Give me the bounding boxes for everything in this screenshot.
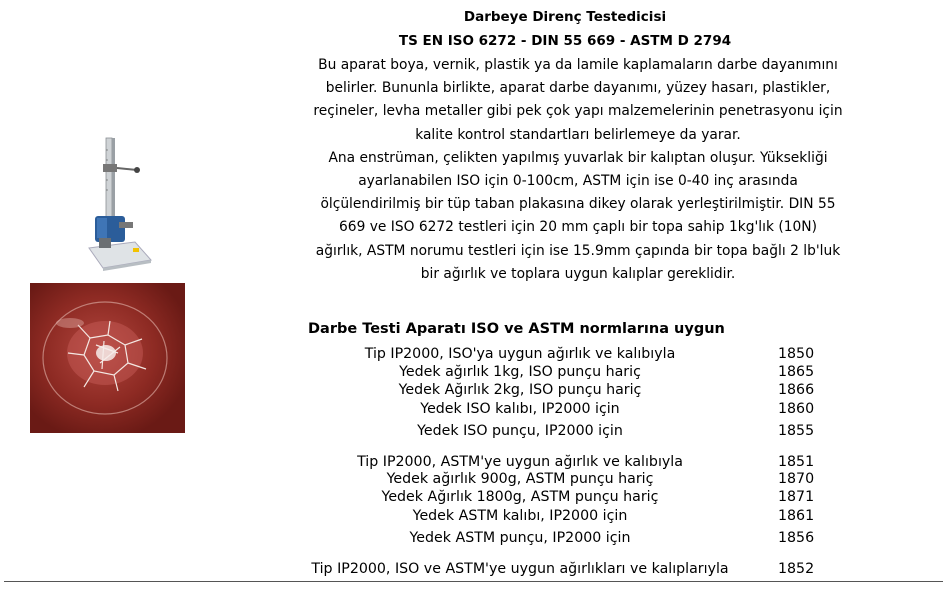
product-code: 1871	[778, 489, 815, 505]
bottom-divider	[4, 581, 943, 582]
product-name: Yedek ağırlık 900g, ASTM punçu hariç	[386, 471, 654, 487]
product-name: Yedek ASTM kalıbı, IP2000 için	[412, 508, 628, 524]
standards-title: TS EN ISO 6272 - DIN 55 669 - ASTM D 2794	[398, 33, 732, 49]
product-code: 1866	[778, 382, 815, 398]
product-name: Yedek ISO kalıbı, IP2000 için	[420, 401, 620, 417]
product-row	[280, 401, 840, 419]
description-line: belirler. Bununla birlikte, aparat darbe dayanımı, yüzey hasarı, plastikler,	[325, 80, 831, 97]
description-line: kalite kontrol standartları belirlemeye da yarar.	[415, 126, 741, 143]
product-name: Yedek ağırlık 1kg, ISO punçu hariç	[399, 364, 641, 380]
product-row	[280, 561, 840, 579]
description-line: ölçülendirilmiş bir tüp taban plakasına dikey olarak yerleştirilmiştir. DIN 55	[320, 196, 836, 213]
description-line: ağırlık, ASTM norumu testleri için ise 15.9mm çapında bir topa bağlı 2 lb'luk	[315, 242, 841, 259]
product-name: Yedek ISO punçu, IP2000 için	[417, 423, 623, 439]
description-line: Ana enstrüman, çelikten yapılmış yuvarlak bir kalıptan oluşur. Yüksekliği	[328, 149, 828, 166]
product-name: Yedek ASTM punçu, IP2000 için	[409, 530, 631, 546]
product-row	[280, 530, 840, 548]
product-row	[280, 489, 840, 507]
product-code: 1856	[778, 530, 815, 546]
description-line: bir ağırlık ve toplara uygun kalıplar gereklidir.	[420, 265, 736, 282]
impact-tester-photo	[75, 130, 155, 278]
product-code: 1860	[778, 401, 815, 417]
product-code: 1861	[778, 508, 815, 524]
product-code: 1865	[778, 364, 815, 380]
product-code: 1852	[778, 561, 815, 577]
product-title: Darbeye Direnç Testedicisi	[463, 9, 667, 25]
product-row	[280, 454, 840, 472]
section-title: Darbe Testi Aparatı ISO ve ASTM normlarına uygun	[308, 321, 725, 337]
product-name: Tip IP2000, ASTM'ye uygun ağırlık ve kalıbıyla	[357, 454, 683, 470]
product-code: 1855	[778, 423, 815, 439]
description-line: Bu aparat boya, vernik, plastik ya da lamile kaplamaların darbe dayanımını	[318, 57, 838, 73]
description-line: ayarlanabilen ISO için 0-100cm, ASTM için ise 0-40 inç arasında	[358, 173, 798, 190]
product-code: 1851	[778, 454, 815, 470]
description-line: 669 ve ISO 6272 testleri için 20 mm çaplı bir topa sahip 1kg'lık (10N)	[339, 219, 817, 236]
product-row	[280, 364, 840, 382]
product-row	[280, 423, 840, 441]
product-row	[280, 382, 840, 400]
product-code: 1850	[778, 346, 815, 362]
impact-sample-photo	[30, 283, 185, 433]
description-block	[283, 54, 873, 286]
product-name: Tip IP2000, ISO'ya uygun ağırlık ve kalıbıyla	[364, 346, 676, 362]
product-row	[280, 346, 840, 364]
product-code: 1870	[778, 471, 815, 487]
product-name: Yedek Ağırlık 2kg, ISO punçu hariç	[398, 382, 642, 398]
description-line: reçineler, levha metaller gibi pek çok yapı malzemelerinin penetrasyonu için	[313, 103, 843, 120]
product-row	[280, 508, 840, 526]
product-row	[280, 471, 840, 489]
product-name: Tip IP2000, ISO ve ASTM'ye uygun ağırlıkları ve kalıplarıyla	[311, 561, 729, 577]
product-name: Yedek Ağırlık 1800g, ASTM punçu hariç	[381, 489, 659, 505]
